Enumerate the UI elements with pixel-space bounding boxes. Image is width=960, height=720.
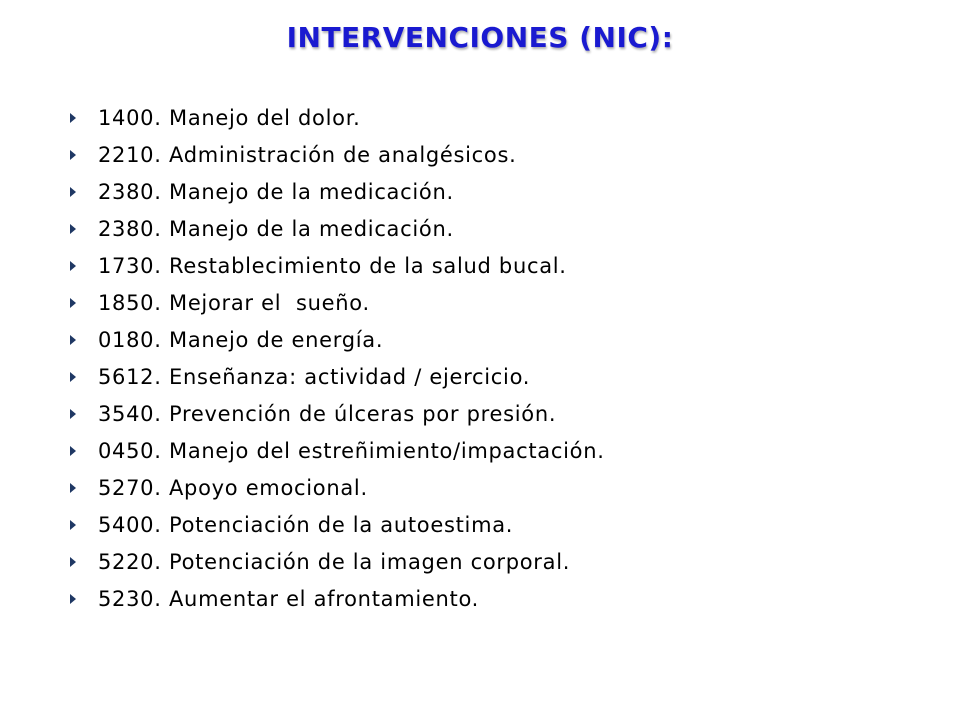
list-item [70, 543, 605, 580]
list-item-text: 2380. Manejo de la medicación. [98, 216, 454, 241]
triangle-right-icon [70, 298, 76, 308]
triangle-right-icon [70, 557, 76, 567]
triangle-right-icon [70, 224, 76, 234]
list-item [70, 99, 605, 136]
list-item-text: 0450. Manejo del estreñimiento/impactación. [98, 438, 605, 463]
list-item-text: 2380. Manejo de la medicación. [98, 179, 454, 204]
list-item-text: 1400. Manejo del dolor. [98, 105, 361, 130]
list-item [70, 395, 605, 432]
triangle-right-icon [70, 409, 76, 419]
list-item [70, 580, 605, 617]
list-item [70, 358, 605, 395]
list-item [70, 284, 605, 321]
list-item-text: 2210. Administración de analgésicos. [98, 142, 517, 167]
list-item-text: 0180. Manejo de energía. [98, 327, 384, 352]
triangle-right-icon [70, 594, 76, 604]
list-item [70, 432, 605, 469]
list-item-text: 1850. Mejorar el sueño. [98, 290, 370, 315]
list-item-text: 5230. Aumentar el afrontamiento. [98, 586, 479, 611]
triangle-right-icon [70, 520, 76, 530]
list-item-text: 5400. Potenciación de la autoestima. [98, 512, 514, 537]
triangle-right-icon [70, 372, 76, 382]
list-item-text: 1730. Restablecimiento de la salud bucal. [98, 253, 567, 278]
triangle-right-icon [70, 446, 76, 456]
triangle-right-icon [70, 187, 76, 197]
triangle-right-icon [70, 261, 76, 271]
list-item-text: 3540. Prevención de úlceras por presión. [98, 401, 557, 426]
list-item [70, 210, 605, 247]
triangle-right-icon [70, 483, 76, 493]
list-item [70, 247, 605, 284]
list-item [70, 469, 605, 506]
list-item [70, 136, 605, 173]
triangle-right-icon [70, 335, 76, 345]
triangle-right-icon [70, 150, 76, 160]
nic-intervention-list [70, 99, 605, 617]
list-item-text: 5270. Apoyo emocional. [98, 475, 368, 500]
list-item [70, 321, 605, 358]
list-item-text: 5612. Enseñanza: actividad / ejercicio. [98, 364, 531, 389]
list-item [70, 506, 605, 543]
list-item [70, 173, 605, 210]
list-item-text: 5220. Potenciación de la imagen corporal. [98, 549, 571, 574]
slide-title: INTERVENCIONES (NIC): [286, 21, 674, 54]
triangle-right-icon [70, 113, 76, 123]
